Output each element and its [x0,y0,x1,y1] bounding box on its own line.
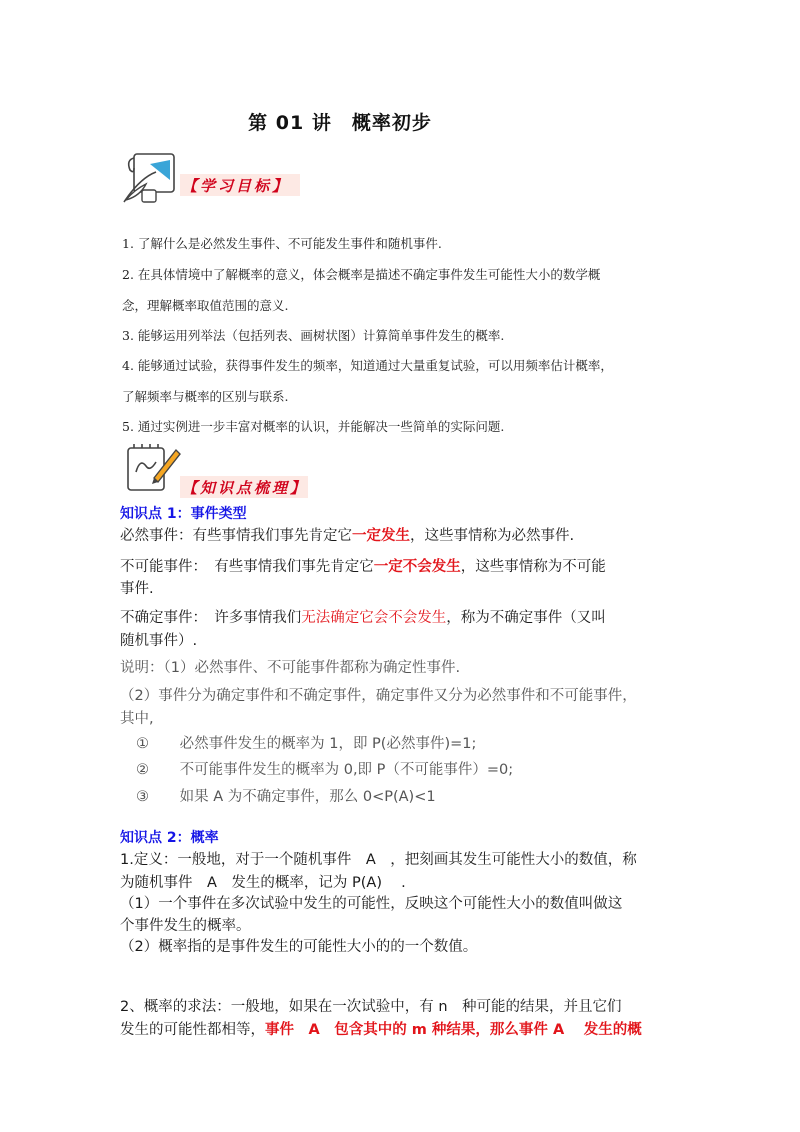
list-item-text: 不可能事件发生的概率为 0,即 P（不可能事件）=0; [179,762,514,778]
impossible-event-emphasis: 一定不会发生 [373,559,461,575]
method-line-2-emphasis: 事件 A 包含其中的 m 种结果，那么事件 A 发生的概 [265,1022,642,1038]
impossible-event-text: 不可能事件： 有些事情我们事先肯定它 [120,559,374,575]
uncertain-event-text: 不确定事件： 许多事情我们 [120,610,302,626]
kp2-heading: 知识点 2：概率 [120,830,219,846]
note-2-cont: 其中, [120,711,154,727]
method-line-2-text: 发生的可能性都相等， [120,1022,265,1038]
objective-3: 3. 能够运用列举法（包括列表、画树状图）计算简单事件发生的概率. [122,328,505,343]
list-item [136,732,476,753]
scroll-quill-icon [120,150,182,208]
method-line-2 [120,1018,642,1039]
point-1-line-2: 个事件发生的概率。 [120,918,251,934]
objectives-banner-label: 【学习目标】 [182,177,291,195]
objective-2-cont: 念，理解概率取值范围的意义. [122,298,289,313]
note-1: 说明：（1）必然事件、不可能事件都称为确定性事件. [120,660,461,676]
kp1-heading: 知识点 1：事件类型 [120,506,247,522]
objectives-banner [180,174,300,196]
objective-1: 1. 了解什么是必然发生事件、不可能发生事件和随机事件. [122,236,442,251]
certain-event-tail: ，这些事情称为必然事件. [410,528,575,544]
objective-5: 5. 通过实例进一步丰富对概率的认识，并能解决一些简单的实际问题. [122,419,505,434]
definition-line-2: 为随机事件 A 发生的概率，记为 P(A) . [120,875,406,891]
list-item [136,758,513,779]
knowledge-banner-label: 【知识点梳理】 [182,479,309,497]
note-2: （2）事件分为确定事件和不确定事件，确定事件又分为必然事件和不可能事件， [120,688,637,704]
point-1-line-1: （1）一个事件在多次试验中发生的可能性，反映这个可能性大小的数值叫做这 [120,896,623,912]
list-item-text: 必然事件发生的概率为 1，即 P(必然事件)=1; [179,736,477,752]
point-2-line: （2）概率指的是事件发生的可能性大小的的一个数值。 [120,939,478,955]
objective-2: 2. 在具体情境中了解概率的意义，体会概率是描述不确定事件发生可能性大小的数学概 [122,267,601,282]
definition-line-1: 1.定义：一般地，对于一个随机事件 A ，把刻画其发生可能性大小的数值，称 [120,852,637,868]
certain-event-line [120,524,574,545]
objective-4-cont: 了解频率与概率的区别与联系. [122,389,289,404]
list-item [136,785,436,806]
uncertain-event-tail: ，称为不确定事件（又叫 [446,610,606,626]
method-line-1: 2、概率的求法：一般地，如果在一次试验中，有 n 种可能的结果，并且它们 [120,999,622,1015]
impossible-event-line [120,555,606,576]
notepad-pen-icon [122,442,184,496]
objective-4: 4. 能够通过试验，获得事件发生的频率，知道通过大量重复试验，可以用频率估计概率， [122,358,613,373]
uncertain-event-emphasis: 无法确定它会不会发生 [301,610,447,626]
certain-event-emphasis: 一定发生 [352,528,410,544]
impossible-event-cont: 事件. [120,581,154,597]
page-title: 第 01 讲 概率初步 [248,112,432,134]
uncertain-event-cont: 随机事件）. [120,633,198,649]
uncertain-event-line [120,606,606,627]
impossible-event-tail: ，这些事情称为不可能 [460,559,606,575]
list-item-mark: ② [136,762,149,778]
knowledge-banner [180,476,308,498]
list-item-mark: ③ [136,789,149,805]
certain-event-text: 必然事件：有些事情我们事先肯定它 [120,528,352,544]
list-item-text: 如果 A 为不确定事件，那么 0<P(A)<1 [179,789,436,805]
list-item-mark: ① [136,736,149,752]
